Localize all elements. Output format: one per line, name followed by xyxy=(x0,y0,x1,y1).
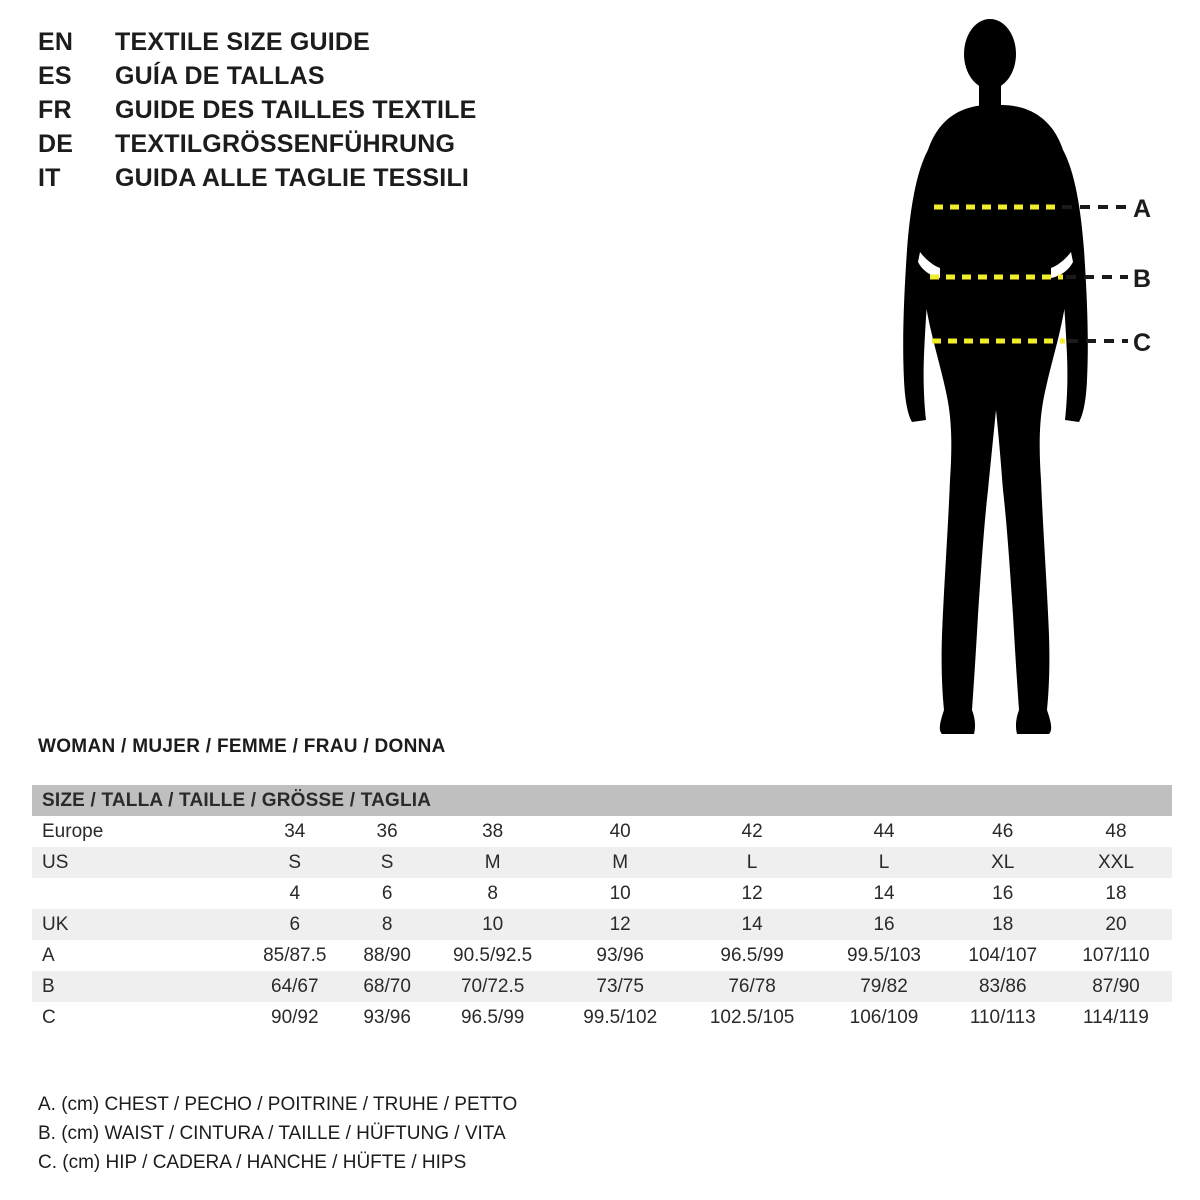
footnotes xyxy=(38,1090,517,1177)
table-header-label: SIZE / TALLA / TAILLE / GRÖSSE / TAGLIA xyxy=(42,789,432,811)
table-row xyxy=(32,878,1172,909)
row-label-us: US xyxy=(42,851,69,873)
language-code-en: EN xyxy=(38,28,74,56)
language-code-it: IT xyxy=(38,164,61,192)
language-code-fr: FR xyxy=(38,96,72,124)
cell-a-4: 96.5/99 xyxy=(720,944,784,966)
title-row-de xyxy=(38,130,598,164)
row-label-europe: Europe xyxy=(42,820,104,842)
row-label-c: C xyxy=(42,1006,56,1028)
cell-usnum-1: 6 xyxy=(381,882,393,904)
body-silhouette-icon xyxy=(860,10,1190,740)
cell-usnum-2: 8 xyxy=(487,882,498,904)
cell-c-4: 102.5/105 xyxy=(709,1006,795,1028)
cell-europe-2: 38 xyxy=(482,820,504,842)
cell-a-1: 88/90 xyxy=(363,944,411,966)
measure-label-c: C xyxy=(1133,329,1152,357)
cell-a-6: 104/107 xyxy=(968,944,1038,966)
title-text-es: GUÍA DE TALLAS xyxy=(115,62,325,90)
cell-uk-7: 20 xyxy=(1105,913,1127,935)
language-code-de: DE xyxy=(38,130,74,158)
cell-usnum-3: 10 xyxy=(609,882,631,904)
cell-uk-6: 18 xyxy=(992,913,1014,935)
cell-a-7: 107/110 xyxy=(1082,944,1150,966)
size-table xyxy=(32,785,1172,1033)
row-label-us-numeric xyxy=(32,878,242,909)
cell-europe-7: 48 xyxy=(1105,820,1127,842)
cell-usnum-0: 4 xyxy=(289,882,301,904)
cell-a-2: 90.5/92.5 xyxy=(453,944,533,966)
cell-a-0: 85/87.5 xyxy=(263,944,327,966)
cell-usnum-4: 12 xyxy=(741,882,763,904)
cell-b-4: 76/78 xyxy=(728,975,776,997)
table-row xyxy=(32,909,1172,940)
cell-b-1: 68/70 xyxy=(363,975,411,997)
cell-us-3: M xyxy=(612,851,629,873)
cell-c-5: 106/109 xyxy=(849,1006,919,1028)
title-text-de: TEXTILGRÖSSENFÜHRUNG xyxy=(115,130,456,158)
row-label-b: B xyxy=(42,975,55,997)
title-row-en xyxy=(38,28,598,62)
footnote-hip: C. (cm) HIP / CADERA / HANCHE / HÜFTE / HIPS xyxy=(38,1152,467,1173)
cell-uk-1: 8 xyxy=(381,913,393,935)
cell-c-1: 93/96 xyxy=(363,1006,411,1028)
cell-europe-5: 44 xyxy=(873,820,895,842)
cell-a-5: 99.5/103 xyxy=(847,944,921,966)
table-row xyxy=(32,1002,1172,1033)
cell-c-7: 114/119 xyxy=(1083,1006,1149,1028)
cell-us-2: M xyxy=(484,851,501,873)
cell-europe-0: 34 xyxy=(284,820,306,842)
cell-c-6: 110/113 xyxy=(969,1006,1036,1028)
title-row-es xyxy=(38,62,598,96)
row-label-uk: UK xyxy=(42,913,69,935)
cell-uk-0: 6 xyxy=(289,913,301,935)
female-body-figure xyxy=(860,10,1190,740)
measure-label-a: A xyxy=(1133,195,1152,223)
cell-usnum-5: 14 xyxy=(873,882,895,904)
cell-a-3: 93/96 xyxy=(596,944,644,966)
title-text-en: TEXTILE SIZE GUIDE xyxy=(115,28,371,56)
title-text-it: GUIDA ALLE TAGLIE TESSILI xyxy=(115,164,470,192)
cell-b-3: 73/75 xyxy=(596,975,644,997)
cell-b-0: 64/67 xyxy=(271,975,319,997)
title-row-fr xyxy=(38,96,598,130)
row-label-a: A xyxy=(42,944,55,966)
cell-b-5: 79/82 xyxy=(860,975,908,997)
cell-uk-4: 14 xyxy=(741,913,763,935)
cell-europe-1: 36 xyxy=(376,820,398,842)
cell-b-6: 83/86 xyxy=(978,975,1027,997)
footnote-chest: A. (cm) CHEST / PECHO / POITRINE / TRUHE / PETTO xyxy=(38,1094,518,1115)
language-code-es: ES xyxy=(38,62,72,90)
cell-us-0: S xyxy=(288,851,302,873)
cell-b-7: 87/90 xyxy=(1092,975,1140,997)
title-text-fr: GUIDE DES TAILLES TEXTILE xyxy=(115,96,477,124)
cell-us-7: XXL xyxy=(1098,851,1134,873)
cell-europe-3: 40 xyxy=(609,820,631,842)
cell-us-1: S xyxy=(380,851,394,873)
cell-c-0: 90/92 xyxy=(271,1006,319,1028)
footnote-waist: B. (cm) WAIST / CINTURA / TAILLE / HÜFTUNG / VITA xyxy=(38,1123,506,1144)
table-row xyxy=(32,971,1172,1002)
cell-us-6: XL xyxy=(991,851,1015,873)
cell-uk-5: 16 xyxy=(873,913,895,935)
cell-usnum-6: 16 xyxy=(992,882,1014,904)
cell-uk-3: 12 xyxy=(609,913,631,935)
title-row-it xyxy=(38,164,598,198)
table-row xyxy=(32,816,1172,847)
cell-usnum-7: 18 xyxy=(1105,882,1127,904)
cell-us-4: L xyxy=(746,851,758,873)
cell-b-2: 70/72.5 xyxy=(460,975,525,997)
cell-uk-2: 10 xyxy=(482,913,504,935)
table-row xyxy=(32,847,1172,878)
cell-c-3: 99.5/102 xyxy=(583,1006,658,1028)
table-row xyxy=(32,940,1172,971)
cell-c-2: 96.5/99 xyxy=(460,1006,525,1028)
section-caption: WOMAN / MUJER / FEMME / FRAU / DONNA xyxy=(38,736,446,757)
cell-europe-4: 42 xyxy=(741,820,763,842)
title-block xyxy=(38,28,598,198)
cell-europe-6: 46 xyxy=(992,820,1014,842)
table-header-row xyxy=(32,785,1172,816)
cell-us-5: L xyxy=(878,851,890,873)
measure-label-b: B xyxy=(1133,265,1152,293)
